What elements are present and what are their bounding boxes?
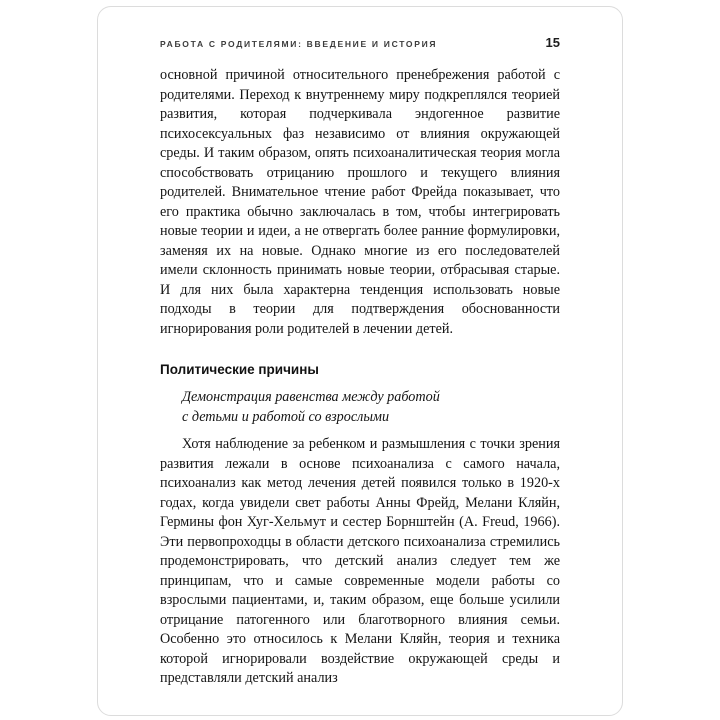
section-heading: Политические причины bbox=[160, 362, 319, 377]
page-number: 15 bbox=[545, 35, 560, 50]
paragraph-continuation: основной причиной относительного пренебрежения работой с родителями. Переход к внутреннему миру подкреплялся теорией развития, которая подчеркивала эндогенное развитие психосексуальных фаз независимо от влияния окружающей среды. И таким образом, опять психоаналитическая теория могла способствовать отрицанию прошлого и текущего влияния родителей. Внимательное чтение работ Фрейда показывает, что его практика обычно заключалась в том, чтобы интегрировать новые теории и идеи, а не отвергать более ранние формулировки, заменяя их на новые. Однако многие из его последователей имели склонность принимать новые теории, отбрасывая старые. И для них была характерна тенденция использовать новые подходы в теории для подтверждения обоснованности игнорирования роли родителей в лечении детей. bbox=[160, 67, 560, 337]
page-header bbox=[160, 35, 560, 50]
subsection-heading bbox=[160, 388, 560, 427]
paragraph-main: Хотя наблюдение за ребенком и размышления с точки зрения развития лежали в основе психоанализа с самого начала, психоанализ как метод лечения детей появился только в 1920-х годах, когда увидели свет работы Анны Фрейд, Мелани Кляйн, Гермины фон Хуг-Хельмут и сестер Борнштейн (A. Freud, 1966). Эти первопроходцы в области детского психоанализа стремились продемонстрировать, что детский анализ следует тем же принципам, что и самые современные модели работы со взрослыми пациентами, и, таким образом, еще больше усилили отрицание патогенного или благотворного влияния семьи. Особенно это относилось к Мелани Кляйн, теория и техника которой игнорировали воздействие окружающей среды и представляли детский анализ bbox=[160, 436, 560, 686]
subsection-heading-line1: Демонстрация равенства между работой bbox=[182, 389, 440, 405]
book-page bbox=[97, 6, 623, 716]
subsection-heading-line2: с детьми и работой со взрослыми bbox=[182, 408, 390, 425]
running-title: РАБОТА С РОДИТЕЛЯМИ: ВВЕДЕНИЕ И ИСТОРИЯ bbox=[160, 39, 438, 49]
page-content bbox=[98, 7, 622, 689]
